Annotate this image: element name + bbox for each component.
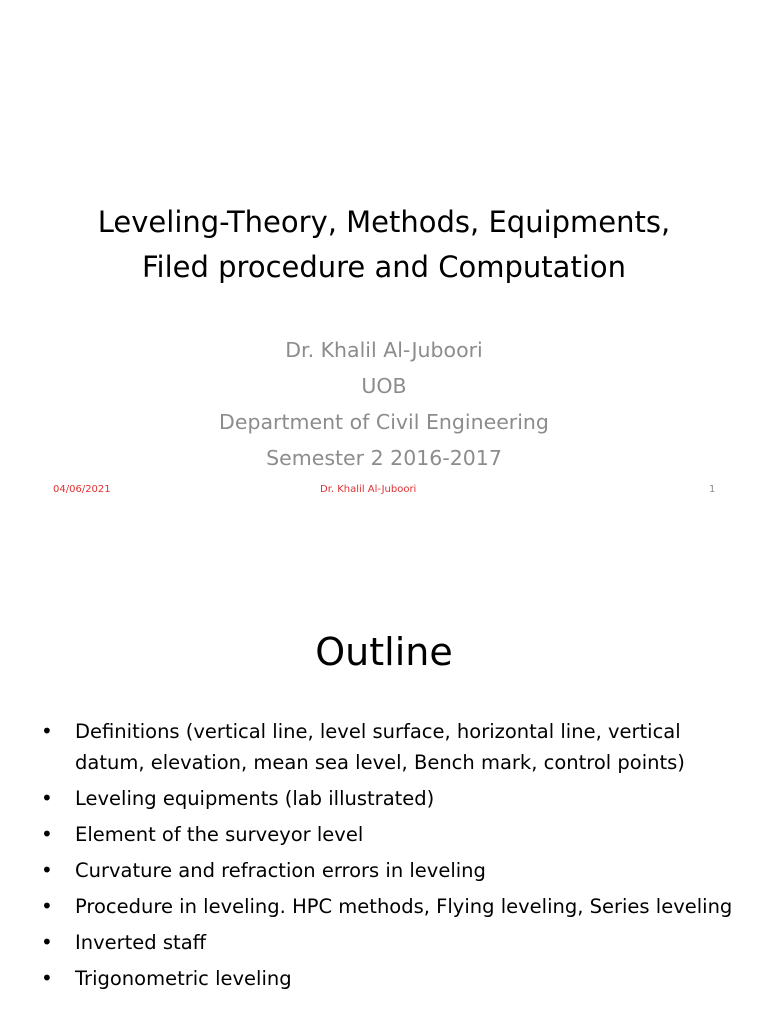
list-item	[38, 927, 738, 958]
footer-date: 04/06/2021	[53, 484, 111, 495]
list-item-text: Element of the surveyor level	[75, 823, 364, 846]
bullet-icon: •	[41, 966, 53, 990]
bullet-icon: •	[41, 930, 53, 954]
footer-author: Dr. Khalil Al-Juboori	[320, 484, 417, 495]
list-item-text: Inverted staff	[75, 931, 207, 954]
subtitle-block	[60, 332, 708, 476]
list-item-text: Trigonometric leveling	[75, 967, 292, 990]
list-item-text: Definitions (vertical line, level surface, horizontal line, vertical datum, elevation, mean sea level, Bench mark, control points)	[75, 720, 685, 774]
bullet-icon: •	[41, 858, 53, 882]
semester-label: Semester 2 2016-2017	[266, 446, 502, 470]
list-item	[38, 891, 738, 922]
list-item-text: Procedure in leveling. HPC methods, Flying leveling, Series leveling	[75, 895, 733, 918]
bullet-icon: •	[41, 786, 53, 810]
footer-page-number: 1	[709, 484, 716, 495]
list-item	[38, 855, 738, 886]
list-item	[38, 819, 738, 850]
author-name: Dr. Khalil Al-Juboori	[285, 338, 483, 362]
bullet-icon: •	[41, 822, 53, 846]
slide-title-line-2: Filed procedure and Computation	[141, 250, 626, 284]
bullet-icon: •	[41, 894, 53, 918]
department-name: Department of Civil Engineering	[219, 410, 549, 434]
outline-title: Outline	[315, 630, 453, 674]
institution-name: UOB	[361, 374, 407, 398]
bullet-icon: •	[41, 719, 53, 743]
slide-title	[20, 200, 748, 290]
list-item-text: Leveling equipments (lab illustrated)	[75, 787, 435, 810]
outline-list	[38, 716, 738, 999]
slide-title-line-1: Leveling-Theory, Methods, Equipments,	[97, 205, 671, 239]
outline-slide	[0, 512, 768, 1024]
list-item	[38, 963, 738, 994]
list-item	[38, 716, 738, 778]
list-item-text: Curvature and refraction errors in leveling	[75, 859, 486, 882]
list-item	[38, 783, 738, 814]
